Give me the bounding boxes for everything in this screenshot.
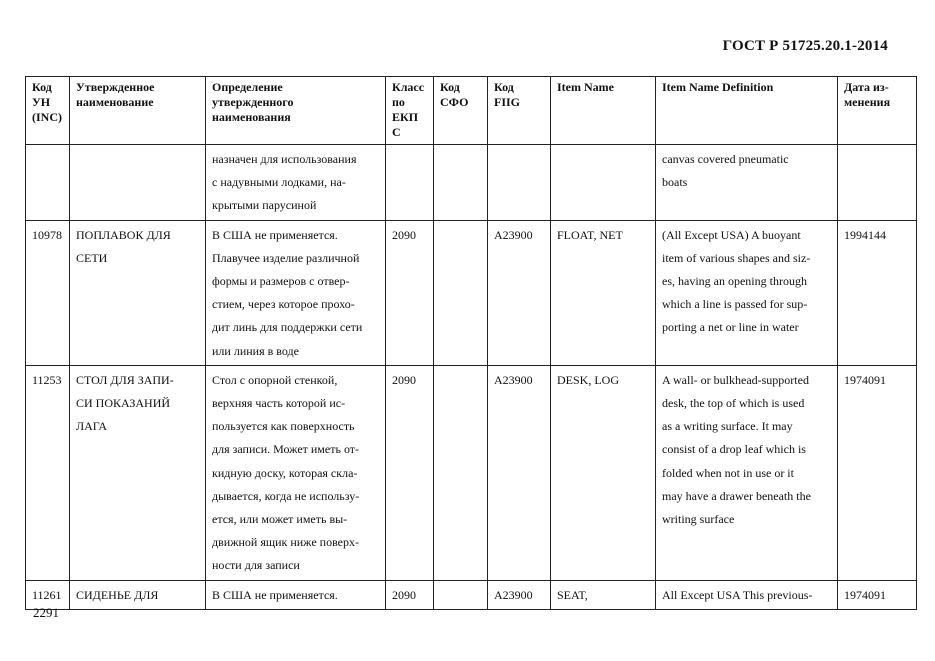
item-definition-cell xyxy=(656,145,838,221)
text-line: writing surface xyxy=(662,512,735,527)
item-definition-cell xyxy=(656,365,838,580)
text-line: ЛАГА xyxy=(76,419,108,434)
text-line: folded when not in use or it xyxy=(662,465,794,480)
text-line: В США не применяется. xyxy=(212,587,338,602)
change-date-cell: 1974091 xyxy=(838,580,917,609)
sfo-cell xyxy=(434,365,488,580)
header-change-date: Дата из- менения xyxy=(838,77,917,145)
header-inc: Код УН (INC) xyxy=(26,77,70,145)
approved-name-cell xyxy=(70,580,206,609)
inc-cell: 10978 xyxy=(26,220,70,365)
text-line: дывается, когда не использу- xyxy=(212,488,360,503)
definition-cell xyxy=(206,580,386,609)
sfo-cell xyxy=(434,220,488,365)
table-row xyxy=(26,580,917,609)
inc-cell: 11261 xyxy=(26,580,70,609)
text-line: крытыми парусиной xyxy=(212,198,317,213)
text-line: СТОЛ ДЛЯ ЗАПИ- xyxy=(76,372,174,387)
text-line: canvas covered pneumatic xyxy=(662,152,789,166)
text-line: Стол с опорной стенкой, xyxy=(212,372,338,387)
text-line: для записи. Может иметь от- xyxy=(212,442,360,457)
table-row xyxy=(26,365,917,580)
approved-name-cell xyxy=(70,220,206,365)
class-cell: 2090 xyxy=(386,365,434,580)
text-line: СИ ПОКАЗАНИЙ xyxy=(76,396,171,411)
class-cell: 2090 xyxy=(386,220,434,365)
text-line: porting a net or line in water xyxy=(662,320,799,335)
header-sfo-code: Код СФО xyxy=(434,77,488,145)
page-number: 2291 xyxy=(33,605,59,620)
definition-cell xyxy=(206,365,386,580)
text-line: ется, или может иметь вы- xyxy=(212,512,348,527)
text-line: пользуется как поверхность xyxy=(212,419,355,434)
approved-name-cell xyxy=(70,365,206,580)
fiig-cell: A23900 xyxy=(488,365,551,580)
item-name-cell xyxy=(551,145,656,221)
text-line: ности для записи xyxy=(212,558,300,573)
text-line: назначен для использования xyxy=(212,152,357,166)
approved-name-cell xyxy=(70,145,206,221)
text-line: consist of a drop leaf which is xyxy=(662,442,806,457)
text-line: All Except USA This previous- xyxy=(662,587,813,602)
inc-cell xyxy=(26,145,70,221)
text-line: дит линь для поддержки сети xyxy=(212,320,363,335)
fiig-cell: A23900 xyxy=(488,220,551,365)
text-line: may have a drawer beneath the xyxy=(662,488,811,503)
text-line: as a writing surface. It may xyxy=(662,419,793,434)
text-line: движной ящик ниже поверх- xyxy=(212,535,359,550)
text-line: В США не применяется. xyxy=(212,227,338,242)
fiig-cell: A23900 xyxy=(488,580,551,609)
table-header-row xyxy=(26,77,917,145)
text-line: desk, the top of which is used xyxy=(662,396,805,411)
sfo-cell xyxy=(434,145,488,221)
item-name-cell: DESK, LOG xyxy=(551,365,656,580)
text-line: СЕТИ xyxy=(76,250,108,265)
text-line: item of various shapes and siz- xyxy=(662,250,811,265)
text-line: A wall- or bulkhead-supported xyxy=(662,372,809,387)
item-name-cell: SEAT, xyxy=(551,580,656,609)
text-line: верхняя часть которой ис- xyxy=(212,396,346,411)
header-class: Класс по ЕКП С xyxy=(386,77,434,145)
text-line: СИДЕНЬЕ ДЛЯ xyxy=(76,587,159,602)
text-line: es, having an opening through xyxy=(662,274,807,289)
text-line: Плавучее изделие различной xyxy=(212,250,360,265)
item-definition-cell xyxy=(656,220,838,365)
text-line: (All Except USA) A buoyant xyxy=(662,227,801,242)
table-row xyxy=(26,220,917,365)
text-line: стием, через которое прохо- xyxy=(212,297,355,312)
definition-cell xyxy=(206,145,386,221)
item-definition-cell xyxy=(656,580,838,609)
class-cell: 2090 xyxy=(386,580,434,609)
text-line: boats xyxy=(662,175,688,190)
header-name-definition: Определение утвержденного наименования xyxy=(206,77,386,145)
fiig-cell xyxy=(488,145,551,221)
header-item-name-definition: Item Name Definition xyxy=(656,77,838,145)
class-cell xyxy=(386,145,434,221)
header-item-name: Item Name xyxy=(551,77,656,145)
definition-cell xyxy=(206,220,386,365)
change-date-cell: 1994144 xyxy=(838,220,917,365)
inc-cell: 11253 xyxy=(26,365,70,580)
text-line: ПОПЛАВОК ДЛЯ xyxy=(76,227,171,242)
sfo-cell xyxy=(434,580,488,609)
text-line: с надувными лодками, на- xyxy=(212,175,346,190)
nomenclature-table xyxy=(25,76,917,610)
header-fiig-code: Код FIIG xyxy=(488,77,551,145)
change-date-cell: 1974091 xyxy=(838,365,917,580)
change-date-cell xyxy=(838,145,917,221)
text-line: which a line is passed for sup- xyxy=(662,297,808,312)
text-line: кидную доску, которая скла- xyxy=(212,465,358,480)
item-name-cell: FLOAT, NET xyxy=(551,220,656,365)
text-line: формы и размеров с отвер- xyxy=(212,274,350,289)
text-line: или линия в воде xyxy=(212,343,299,358)
document-code: ГОСТ Р 51725.20.1-2014 xyxy=(722,38,888,54)
header-approved-name: Утвержденное наименование xyxy=(70,77,206,145)
table-row xyxy=(26,145,917,221)
